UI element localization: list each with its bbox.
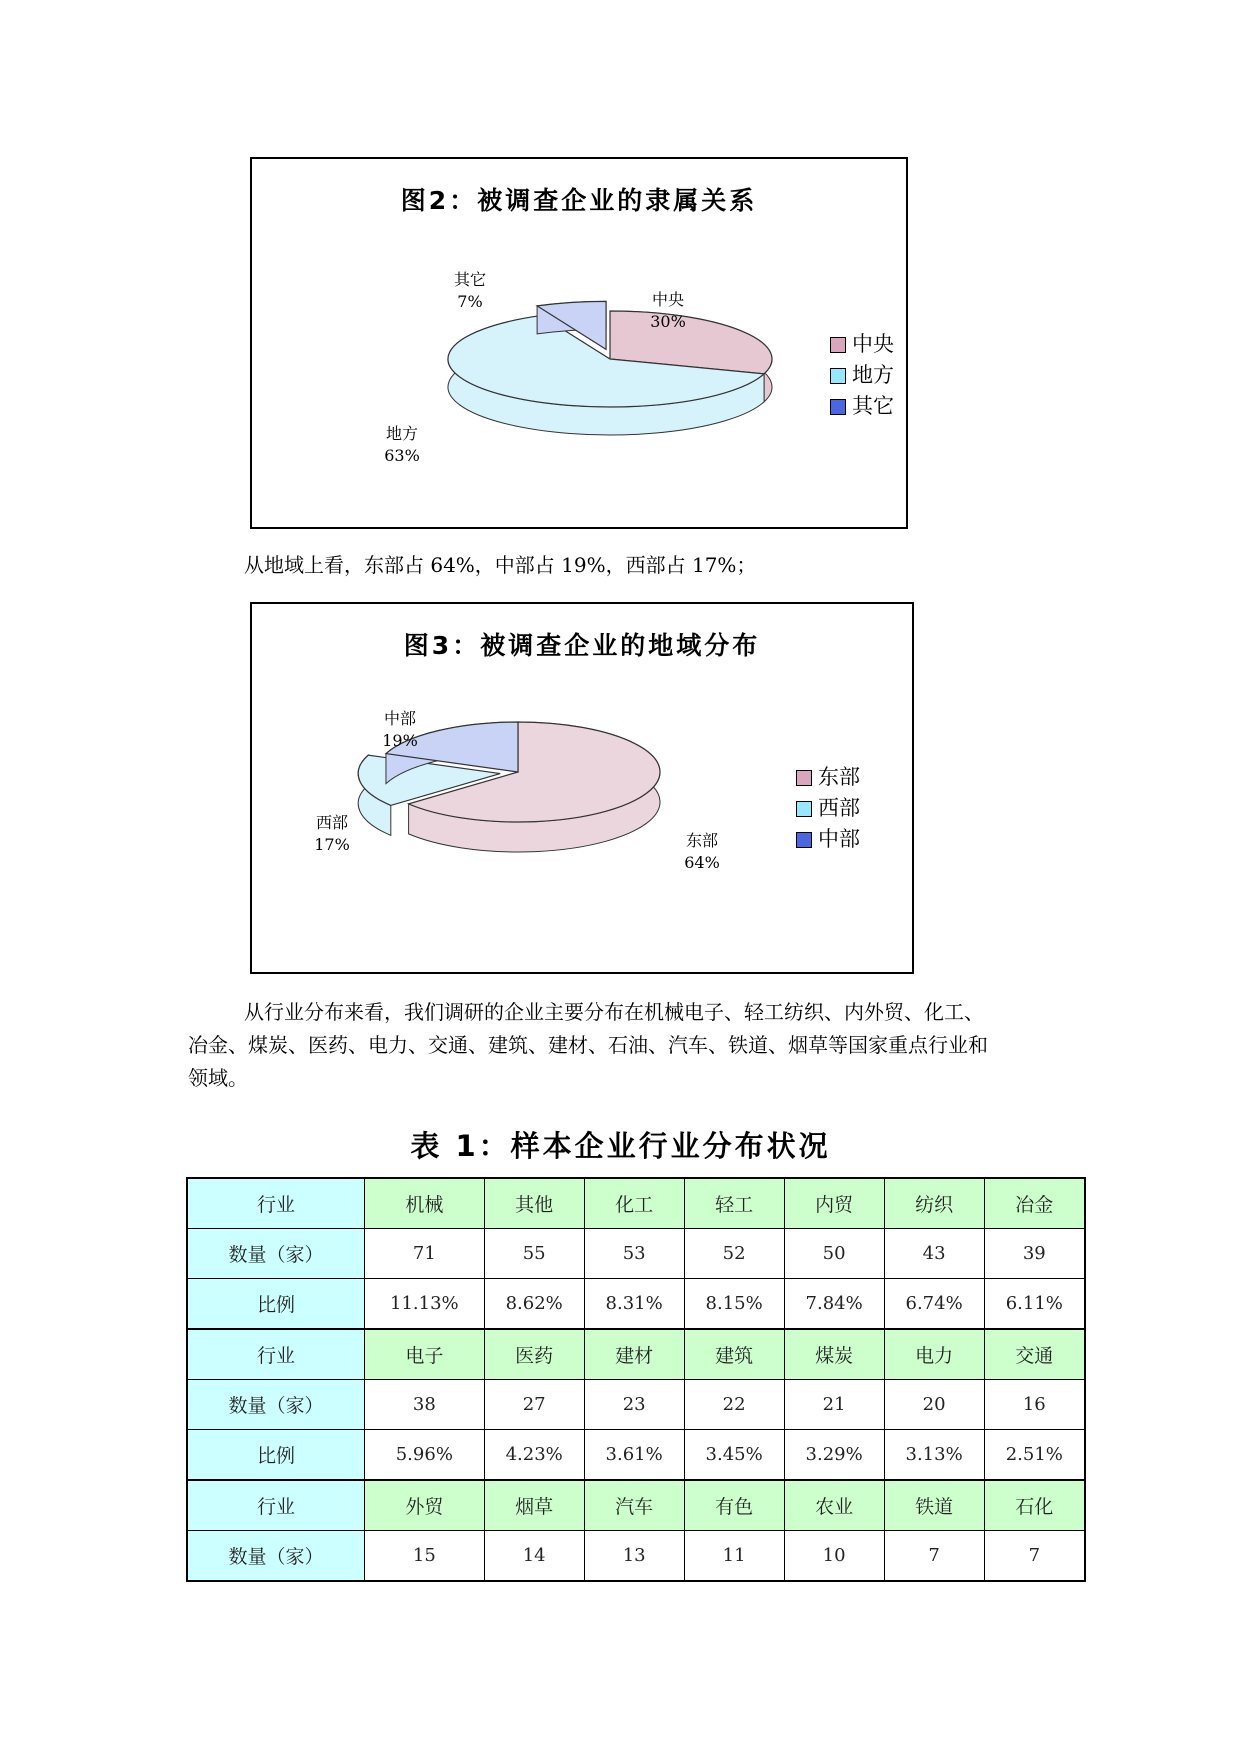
region-paragraph: 从地域上看，东部占 64%，中部占 19%，西部占 17%； [244,553,757,577]
count-cell: 14 [484,1531,584,1582]
row-header-count: 数量（家） [187,1531,365,1582]
count-cell: 39 [984,1229,1085,1279]
row-header-industry: 行业 [187,1329,365,1380]
table-row [187,1531,1085,1582]
count-cell: 13 [584,1531,684,1582]
count-cell: 38 [365,1380,485,1430]
industry-cell: 铁道 [884,1480,984,1531]
table-row [187,1178,1085,1229]
legend-swatch-central [830,337,846,353]
figure-3-label-central: 中部 19% [382,709,418,750]
legend-item: 中央 [830,329,894,360]
industry-cell: 电力 [884,1329,984,1380]
table-title: 表 1：样本企业行业分布状况 [410,1129,831,1163]
ratio-cell: 4.23% [484,1430,584,1481]
figure-2-label-central: 中央 30% [650,290,686,331]
count-cell: 27 [484,1380,584,1430]
industry-paragraph-line-2: 冶金、煤炭、医药、电力、交通、建筑、建材、石油、汽车、铁道、烟草等国家重点行业和 [188,1033,988,1057]
count-cell: 11 [684,1531,784,1582]
industry-cell: 纺织 [884,1178,984,1229]
table-row [187,1480,1085,1531]
legend-swatch-east [796,770,812,786]
ratio-cell: 3.13% [884,1430,984,1481]
industry-cell: 烟草 [484,1480,584,1531]
industry-cell: 机械 [365,1178,485,1229]
legend-swatch-local [830,368,846,384]
ratio-cell: 8.62% [484,1279,584,1330]
legend-item: 西部 [796,793,860,824]
count-cell: 21 [784,1380,884,1430]
figure-2-label-other: 其它 7% [453,270,486,311]
legend-item: 其它 [830,391,894,422]
table-row [187,1279,1085,1330]
industry-cell: 建材 [584,1329,684,1380]
legend-swatch-central [796,832,812,848]
count-cell: 43 [884,1229,984,1279]
row-header-industry: 行业 [187,1178,365,1229]
ratio-cell: 6.74% [884,1279,984,1330]
table-row [187,1430,1085,1481]
count-cell: 23 [584,1380,684,1430]
industry-cell: 建筑 [684,1329,784,1380]
row-header-ratio: 比例 [187,1279,365,1330]
figure-3-chart [250,602,914,974]
row-header-count: 数量（家） [187,1380,365,1430]
row-header-count: 数量（家） [187,1229,365,1279]
count-cell: 53 [584,1229,684,1279]
figure-2-label-local: 地方 63% [384,424,420,465]
industry-paragraph-line-1: 从行业分布来看，我们调研的企业主要分布在机械电子、轻工纺织、内外贸、化工、 [244,1000,984,1024]
industry-cell: 有色 [684,1480,784,1531]
industry-paragraph-line-3: 领域。 [188,1066,248,1090]
table-row [187,1329,1085,1380]
figure-3-title: 图3：被调查企业的地域分布 [403,631,761,660]
legend-item: 中部 [796,824,860,855]
figure-2-legend [830,329,894,422]
count-cell: 55 [484,1229,584,1279]
legend-item: 东部 [796,762,860,793]
legend-item: 地方 [830,360,894,391]
ratio-cell: 6.11% [984,1279,1085,1330]
figure-2-chart [250,157,908,529]
industry-cell: 化工 [584,1178,684,1229]
ratio-cell: 2.51% [984,1430,1085,1481]
legend-swatch-other [830,399,846,415]
count-cell: 71 [365,1229,485,1279]
ratio-cell: 3.61% [584,1430,684,1481]
ratio-cell: 3.29% [784,1430,884,1481]
ratio-cell: 3.45% [684,1430,784,1481]
count-cell: 52 [684,1229,784,1279]
row-header-industry: 行业 [187,1480,365,1531]
count-cell: 7 [984,1531,1085,1582]
figure-2-title: 图2：被调查企业的隶属关系 [400,186,758,215]
count-cell: 7 [884,1531,984,1582]
industry-cell: 内贸 [784,1178,884,1229]
count-cell: 16 [984,1380,1085,1430]
figure-3-legend [796,762,860,855]
figure-2-pie [252,159,910,531]
industry-cell: 其他 [484,1178,584,1229]
industry-cell: 电子 [365,1329,485,1380]
industry-cell: 医药 [484,1329,584,1380]
row-header-ratio: 比例 [187,1430,365,1481]
industry-cell: 煤炭 [784,1329,884,1380]
ratio-cell: 8.15% [684,1279,784,1330]
legend-swatch-west [796,801,812,817]
ratio-cell: 7.84% [784,1279,884,1330]
industry-cell: 农业 [784,1480,884,1531]
ratio-cell: 5.96% [365,1430,485,1481]
industry-cell: 石化 [984,1480,1085,1531]
industry-table [186,1177,1086,1582]
count-cell: 50 [784,1229,884,1279]
industry-cell: 冶金 [984,1178,1085,1229]
figure-3-label-east: 东部 64% [684,831,720,872]
table-row [187,1229,1085,1279]
table-row [187,1380,1085,1430]
ratio-cell: 11.13% [365,1279,485,1330]
count-cell: 20 [884,1380,984,1430]
figure-3-label-west: 西部 17% [314,813,350,854]
industry-cell: 外贸 [365,1480,485,1531]
count-cell: 15 [365,1531,485,1582]
industry-cell: 交通 [984,1329,1085,1380]
industry-cell: 汽车 [584,1480,684,1531]
count-cell: 10 [784,1531,884,1582]
count-cell: 22 [684,1380,784,1430]
ratio-cell: 8.31% [584,1279,684,1330]
industry-cell: 轻工 [684,1178,784,1229]
